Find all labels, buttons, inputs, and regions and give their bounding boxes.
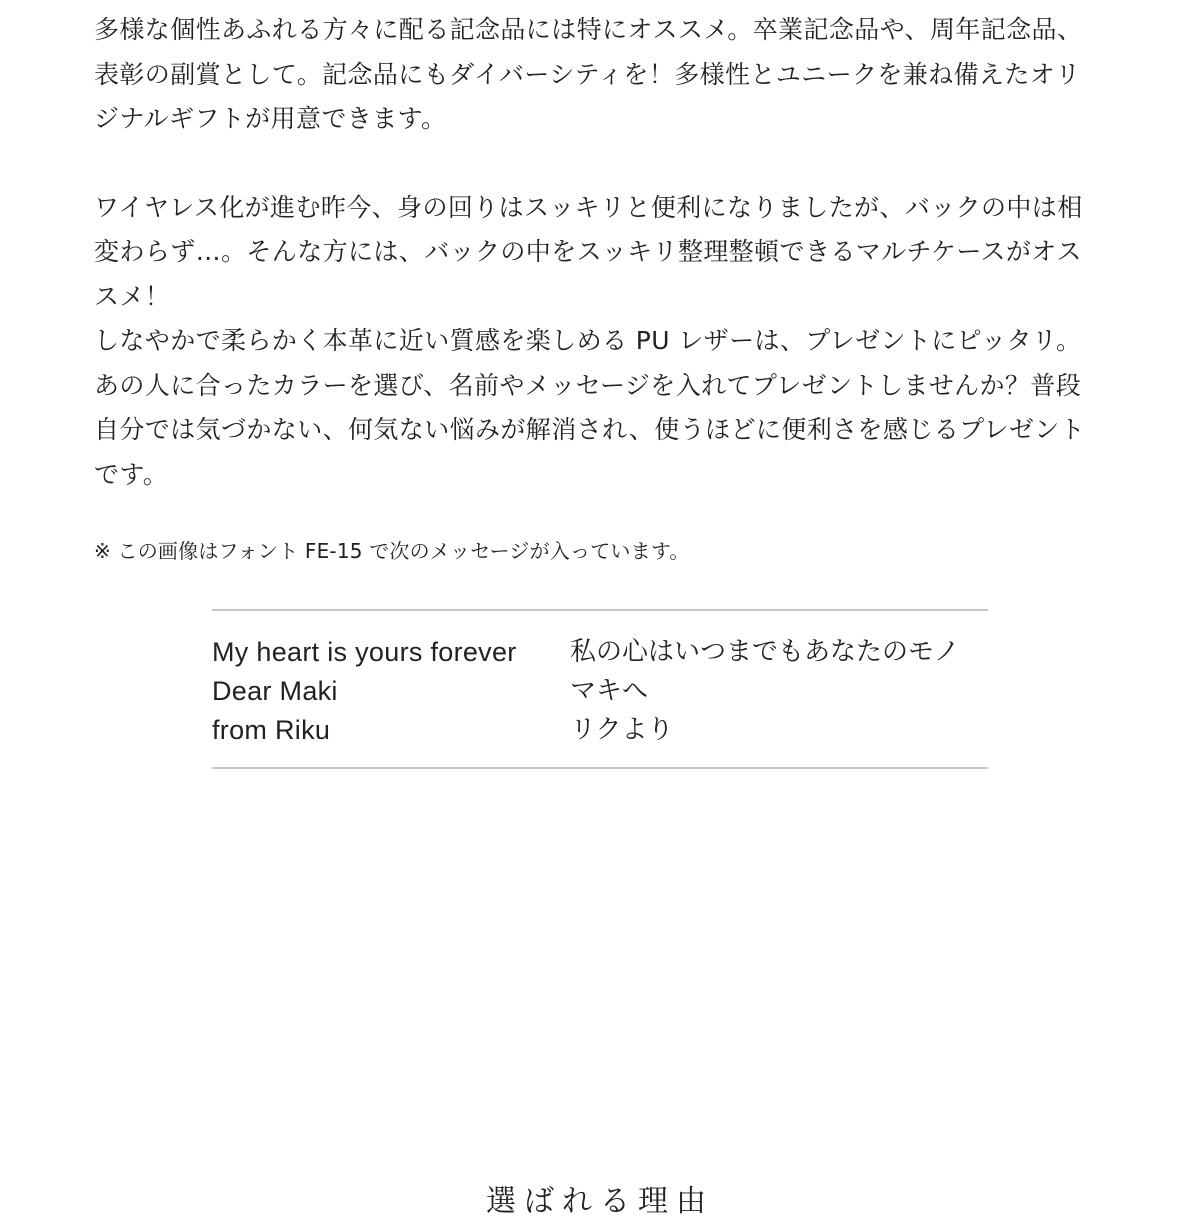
message-english-line: My heart is yours forever xyxy=(212,637,517,667)
message-japanese-line: リクより xyxy=(570,715,674,745)
message-japanese-line: マキへ xyxy=(570,676,649,706)
message-english xyxy=(212,633,517,750)
engraving-message-box xyxy=(212,609,988,769)
message-english-line: from Riku xyxy=(212,715,331,745)
article-body xyxy=(94,8,1098,497)
paragraph-wireless: ワイヤレス化が進む昨今、身の回りはスッキリと便利になりましたが、バックの中は相変わらず…。そんな方には、バックの中をスッキリ整理整頓できるマルチケースがオススメ！ xyxy=(94,192,1083,311)
message-japanese-line: 私の心はいつまでもあなたのモノ xyxy=(570,637,960,667)
paragraph-commemorative: 多様な個性あふれる方々に配る記念品には特にオススメ。卒業記念品や、周年記念品、表彰の副賞として。記念品にもダイバーシティを！多様性とユニークを兼ね備えたオリジナルギフトが用意できます。 xyxy=(94,15,1083,133)
font-note: ※ この画像はフォント FE-15 で次のメッセージが入っています。 xyxy=(94,539,690,563)
paragraph-pu-leather: しなやかで柔らかく本革に近い質感を楽しめる PU レザーは、プレゼントにピッタリ。あの人に合ったカラーを選び、名前やメッセージを入れてプレゼントしませんか？普段自分では気づかない、何気ない悩みが解消され、使うほどに便利さを感じるプレゼントです。 xyxy=(94,326,1086,489)
message-japanese xyxy=(570,633,960,750)
section-heading-reasons: 選ばれる理由 xyxy=(486,1184,714,1219)
paragraph-spacer xyxy=(94,142,1098,186)
message-english-line: Dear Maki xyxy=(212,676,338,706)
